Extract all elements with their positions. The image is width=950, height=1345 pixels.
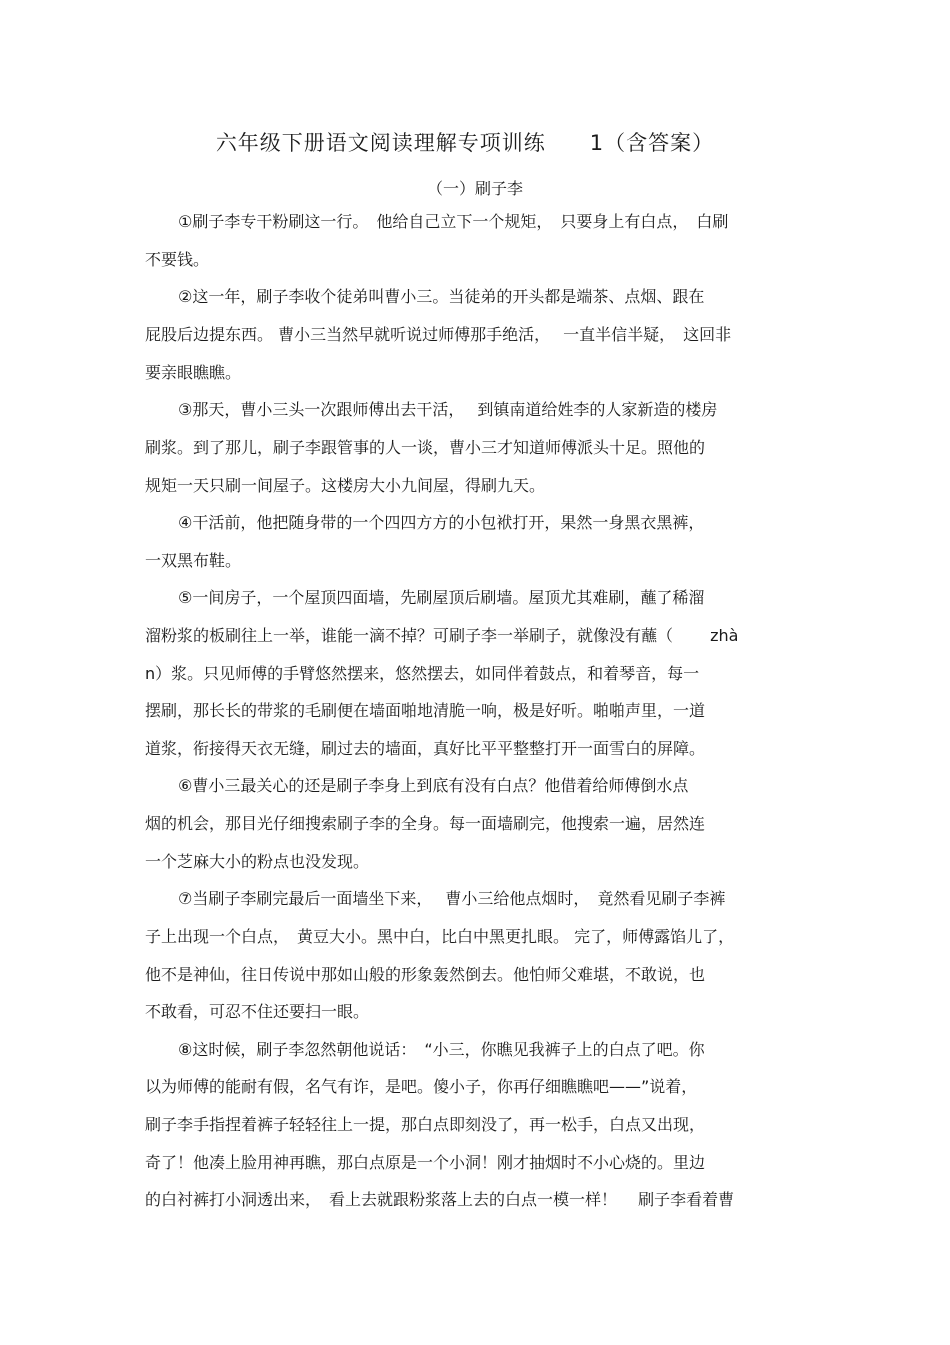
page-title: 六年级下册语文阅读理解专项训练 1（含答案） bbox=[215, 131, 715, 155]
section-heading: （一）刷子李 bbox=[426, 179, 523, 198]
text-line: 摆刷，那长长的带浆的毛刷便在墙面啪地清脆一响，极是好听。啪啪声里，一道 bbox=[145, 701, 706, 720]
text-line: 他不是神仙，往日传说中那如山般的形象轰然倒去。他怕师父难堪，不敢说，也 bbox=[145, 965, 706, 984]
text-line: 以为师傅的能耐有假，名气有诈，是吧。傻小子，你再仔细瞧瞧吧——”说着， bbox=[145, 1077, 698, 1096]
text-line: 要亲眼瞧瞧。 bbox=[145, 363, 242, 382]
text-line: 子上出现一个白点， 黄豆大小。黑中白，比白中黑更扎眼。 完了，师傅露馅儿了， bbox=[145, 927, 735, 946]
text-line: 溜粉浆的板刷往上一举，谁能一滴不掉？可刷子李一举刷子，就像没有蘸（ zhà bbox=[145, 626, 739, 645]
text-line: ⑤一间房子，一个屋顶四面墙，先刷屋顶后刷墙。屋顶尤其难刷，蘸了稀溜 bbox=[178, 588, 705, 607]
text-line: 奇了！他凑上脸用神再瞧，那白点原是一个小洞！刚才抽烟时不小心烧的。里边 bbox=[145, 1153, 706, 1172]
text-line: 道浆，衔接得天衣无缝，刷过去的墙面，真好比平平整整打开一面雪白的屏障。 bbox=[145, 739, 706, 758]
text-line: 刷浆。到了那儿，刷子李跟管事的人一谈，曹小三才知道师傅派头十足。照他的 bbox=[145, 438, 706, 457]
text-line: ④干活前，他把随身带的一个四四方方的小包袱打开，果然一身黑衣黑裤， bbox=[178, 513, 705, 532]
text-line: 刷子李手指捏着裤子轻轻往上一提，那白点即刻没了，再一松手，白点又出现， bbox=[145, 1115, 706, 1134]
text-line: n）浆。只见师傅的手臂悠然摆来，悠然摆去，如同伴着鼓点，和着琴音，每一 bbox=[145, 664, 700, 683]
text-line: 一个芝麻大小的粉点也没发现。 bbox=[145, 852, 370, 871]
text-line: ⑦当刷子李刷完最后一面墙坐下来， 曹小三给他点烟时， 竟然看见刷子李裤 bbox=[178, 889, 726, 908]
text-line: ①刷子李专干粉刷这一行。 他给自己立下一个规矩， 只要身上有白点， 白刷 bbox=[178, 212, 729, 231]
text-line: ⑥曹小三最关心的还是刷子李身上到底有没有白点？他借着给师傅倒水点 bbox=[178, 776, 689, 795]
text-line: ③那天，曹小三头一次跟师傅出去干活， 到镇南道给姓李的人家新造的楼房 bbox=[178, 400, 718, 419]
text-line: 一双黑布鞋。 bbox=[145, 551, 242, 570]
text-line: ②这一年，刷子李收个徒弟叫曹小三。当徒弟的开头都是端茶、点烟、跟在 bbox=[178, 287, 705, 306]
text-line: ⑧这时候，刷子李忽然朝他说话： “小三，你瞧见我裤子上的白点了吧。你 bbox=[178, 1040, 705, 1059]
text-line: 烟的机会，那目光仔细搜索刷子李的全身。每一面墙刷完，他搜索一遍，居然连 bbox=[145, 814, 706, 833]
text-line: 不要钱。 bbox=[145, 250, 210, 269]
text-line: 的白衬裤打小洞透出来， 看上去就跟粉浆落上去的白点一模一样！ 刷子李看着曹 bbox=[145, 1190, 735, 1209]
text-line: 屁股后边提东西。 曹小三当然早就听说过师傅那手绝活， 一直半信半疑， 这回非 bbox=[145, 325, 732, 344]
text-line: 规矩一天只刷一间屋子。这楼房大小九间屋，得刷九天。 bbox=[145, 476, 546, 495]
text-line: 不敢看，可忍不住还要扫一眼。 bbox=[145, 1002, 370, 1021]
